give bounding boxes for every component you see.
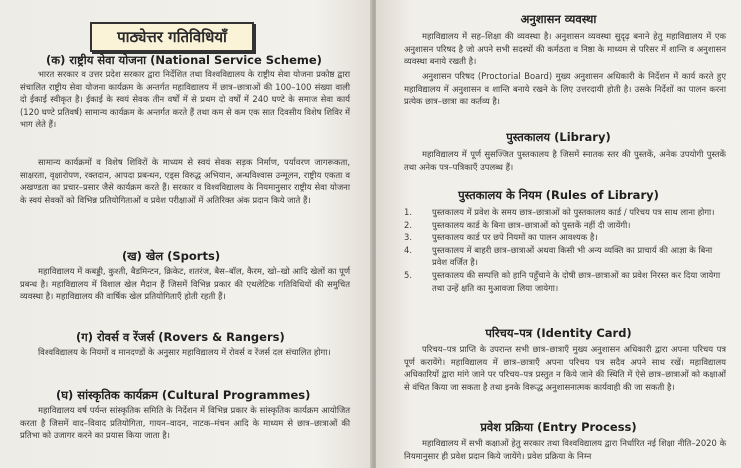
paragraph: महाविद्यालय में सभी कक्षाओं हेतु सरकार तथा विश्वविद्यालय द्वारा निर्धारित नई शिक्षा नीति–2020 के नियमानुसार ही प्रवेश प्रदान किये जायेंगे। प्रवेश प्रक्रिया के निम्न [404, 438, 726, 461]
list-item: 1. पुस्तकालय में प्रवेश के समय छात्र–छात्राओं को पुस्तकालय कार्ड / परिचय पत्र साथ लाना होगा। [404, 207, 715, 217]
section-heading-identity-card: परिचय–पत्र (Identity Card) [485, 326, 632, 340]
right-page [376, 0, 741, 468]
paragraph: अनुशासन परिषद (Proctorial Board) मुख्य अनुशासन अधिकारी के निर्देशन में कार्य करते हुए महाविद्यालय में अनुशासन व शान्ति बनाये रखने के लिए उत्तरदायी होती है। उसके निर्देशों का पालन करना प्रत्येक छात्र–छात्रा का कर्तव्य है। [404, 71, 726, 107]
section-heading-entry-process: प्रवेश प्रक्रिया (Entry Process) [480, 420, 637, 434]
list-item: 4. पुस्तकालय में बाहरी छात्र–छात्राओं अथवा किसी भी अन्य व्यक्ति का प्राचार्य की आज्ञा के बिना प्रवेश वर्जित है। [404, 244, 713, 268]
paragraph: विश्वविद्यालय के नियमों व मानदण्डों के अनुसार महाविद्यालय में रोवर्स व रेंजर्स दल संचालित होगा। [38, 347, 331, 357]
list-item: 2. पुस्तकालय कार्ड के बिना छात्र–छात्राओं को पुस्तकें नहीं दी जायेंगी। [404, 219, 631, 230]
library-rules-list [404, 206, 726, 294]
section-heading-rovers: (ग) रोवर्स व रेंजर्स (Rovers & Rangers) [76, 330, 285, 344]
list-item: 5. पुस्तकालय की सम्पत्ति को हानि पहुँचाने के दोषी छात्र–छात्राओं का प्रवेश निरस्त कर दिया जायेगा तथा उन्हें क्षति का मुआवजा लिया जायेगा। [404, 269, 721, 293]
section-heading-library: पुस्तकालय (Library) [506, 130, 611, 144]
section-heading-discipline: अनुशासन व्यवस्था [520, 12, 597, 26]
paragraph: महाविद्यालय में पूर्ण सुसज्जित पुस्तकालय है जिसमें स्नातक स्तर की पुस्तकें, अनेक उपयोगी पुस्तकें तथा अनेक पत्र–पत्रिकाएँ उपलब्ध हैं। [404, 149, 726, 172]
paragraph: सामान्य कार्यक्रमों व विशेष शिविरों के माध्यम से स्वयं सेवक सड़क निर्माण, पर्यावरण जागरूकता, साक्षरता, वृक्षारोपण, रक्तदान, आपदा प्रबन्धन, एड्स विरुद्ध अभियान, अन्धविश्वास उन्मूलन, राष्ट्रीय एकता व अखण्डता का प्रचार–प्रसार जैसे कार्यक्रम करते हैं। सरकार व विश्वविद्यालय के नियमानुसार राष्ट्रीय सेवा योजना के स्वयं सेवकों को विभिन्न प्रतियोगिताओं व प्रवेश परीक्षाओं में अतिरिक्त अंक प्रदान किये जाते हैं। [20, 157, 350, 205]
paragraph: भारत सरकार व उत्तर प्रदेश सरकार द्वारा निर्देशित तथा विश्वविद्यालय के राष्ट्रीय सेवा योजना प्रकोष्ठ द्वारा संचालित राष्ट्रीय सेवा योजना कार्यक्रम के अन्तर्गत महाविद्यालय में छात्र–छात्राओं की 100–100 संख्या वाली दो ईकाई स्वीकृत है। ईकाई के स्वयं सेवक तीन वर्षों में से प्रथम दो वर्षों में 240 घण्टे के समाज सेवा कार्य (120 घण्टे प्रतिवर्ष) सामान्य कार्यक्रम के अन्तर्गत करते हैं तथा कम से कम एक सात दिवसीय विशेष शिविर में भाग लेते हैं। [20, 69, 350, 130]
section-heading-nss: (क) राष्ट्रीय सेवा योजना (National Service Scheme) [46, 53, 322, 67]
section-heading-cultural: (घ) सांस्कृतिक कार्यक्रम (Cultural Programmes) [56, 388, 311, 402]
paragraph: महाविद्यालय वर्ष पर्यन्त सांस्कृतिक समिति के निर्देशन में विभिन्न प्रकार के सांस्कृतिक कार्यक्रम आयोजित करता है जिसमें वाद–विवाद प्रतियोगिता, गायन–वादन, नाटक–मंचन आदि के माध्यम से छात्र–छात्राओं की प्रतिभा को उजागर करने का प्रयास किया जाता है। [20, 405, 350, 441]
section-heading-sports: (ख) खेल (Sports) [122, 249, 221, 263]
list-item: 3. पुस्तकालय कार्ड पर छपे नियमों का पालन आवश्यक है। [404, 232, 598, 243]
paragraph: महाविद्यालय में कबड्डी, कुश्ती, बैडमिन्टन, क्रिकेट, शतरंज, बैस–बॉल, कैरम, खो–खो आदि खेलों का पूर्ण प्रबन्ध है। महाविद्यालय में विशाल खेल मैदान हैं जिसमें विभिन्न प्रकार की एथलेटिक गतिविधियों की समुचित व्यवस्था है। महाविद्यालय की वार्षिक खेल प्रतियोगिताएँ होती रहती हैं। [20, 266, 350, 302]
paragraph: महाविद्यालय में सह–शिक्षा की व्यवस्था है। अनुशासन व्यवस्था सुदृढ़ बनाने हेतु महाविद्यालय में एक अनुशासन परिषद है जो अपने सभी सदस्यों की कर्मठता व निष्ठा के माध्यम से परिसर में शान्ति व अनुशासन व्यवस्था बनाये रखती है। [404, 31, 726, 67]
section-heading-library-rules: पुस्तकालय के नियम (Rules of Library) [458, 188, 659, 202]
paragraph: परिचय–पत्र प्राप्ति के उपरान्त सभी छात्र–छात्राएँ मुख्य अनुशासन अधिकारी द्वारा अपना परिचय पत्र पूर्ण करायेंगे। महाविद्यालय में छात्र–छात्राएँ अपना परिचय पत्र सदैव अपने साथ रखें। महाविद्यालय अधिकारियों द्वारा मांगे जाने पर परिचय–पत्र प्रस्तुत न किये जाने की स्थिति में ऐसे छात्र–छात्राओं को कक्षाओं से वंचित किया जा सकता है तथा इनके विरूद्ध अनुशासनात्मक कार्यवाही की जा सकती है। [404, 344, 726, 392]
page-title: पाठ्येत्तर गतिविधियाँ [90, 22, 254, 52]
